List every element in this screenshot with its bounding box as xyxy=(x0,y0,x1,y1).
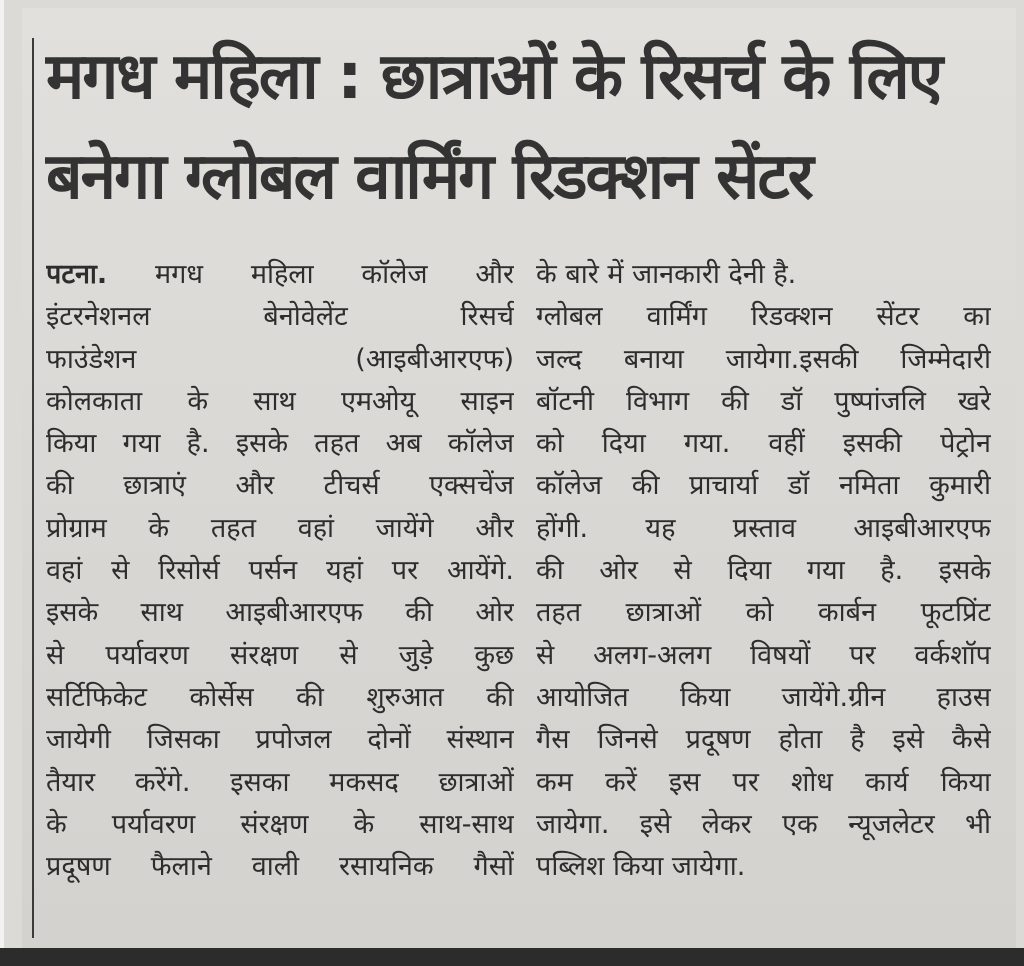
article-right-column xyxy=(536,254,991,888)
article-line: होंगी. यह प्रस्ताव आइबीआरएफ xyxy=(536,512,991,544)
article-line: से अलग-अलग विषयों पर वर्कशॉप xyxy=(536,639,991,671)
article-line: बॉटनी विभाग की डॉ पुष्पांजलि खरे xyxy=(536,385,991,417)
article-line: पब्लिश किया जायेगा. xyxy=(536,851,746,883)
article-line: किया गया है. इसके तहत अब कॉलेज xyxy=(46,428,514,460)
article-line: कॉलेज की प्राचार्या डॉ नमिता कुमारी xyxy=(536,470,991,502)
photo-bottom-edge xyxy=(0,948,1024,966)
article-line: के पर्यावरण संरक्षण के साथ-साथ xyxy=(46,808,514,840)
headline-line-2: बनेगा ग्लोबल वार्मिंग रिडक्शन सेंटर xyxy=(46,140,812,214)
article-line: गैस जिनसे प्रदूषण होता है इसे कैसे xyxy=(536,724,991,756)
photo-left-edge xyxy=(0,0,4,966)
article-line: जायेगा. इसे लेकर एक न्यूजलेटर भी xyxy=(536,808,991,840)
article-line: तहत छात्राओं को कार्बन फूटप्रिंट xyxy=(536,597,991,629)
article-line: सर्टिफिकेट कोर्सेस की शुरुआत की xyxy=(46,681,514,713)
article-line: प्रोग्राम के तहत वहां जायेंगे और xyxy=(46,512,514,544)
article-line: ग्लोबल वार्मिंग रिडक्शन सेंटर का xyxy=(536,301,991,333)
article-line: की छात्राएं और टीचर्स एक्सचेंज xyxy=(46,470,514,502)
article-line: तैयार करेंगे. इसका मकसद छात्राओं xyxy=(46,766,514,798)
article-line: जायेगी जिसका प्रपोजल दोनों संस्थान xyxy=(46,724,514,756)
article-line: के बारे में जानकारी देनी है. xyxy=(536,259,797,290)
dateline: पटना. xyxy=(46,259,108,290)
article-line: कम करें इस पर शोध कार्य किया xyxy=(536,766,991,798)
article-line: से पर्यावरण संरक्षण से जुड़े कुछ xyxy=(46,639,514,671)
article-line: को दिया गया. वहीं इसकी पेट्रोन xyxy=(536,428,991,460)
article-line xyxy=(46,254,514,296)
article-line: जल्द बनाया जायेगा.इसकी जिम्मेदारी xyxy=(536,343,991,375)
article-line: कोलकाता के साथ एमओयू साइन xyxy=(46,385,514,417)
article-line: वहां से रिसोर्स पर्सन यहां पर आयेंगे. xyxy=(46,555,514,587)
article-line: फाउंडेशन (आइबीआरएफ) xyxy=(46,343,514,375)
article-line: इंटरनेशनल बेनोवेलेंट रिसर्च xyxy=(46,301,514,333)
newspaper-clipping xyxy=(22,8,1016,948)
article-line: की ओर से दिया गया है. इसके xyxy=(536,555,991,587)
article-line: प्रदूषण फैलाने वाली रसायनिक गैसों xyxy=(46,851,514,883)
article-line: आयोजित किया जायेंगे.ग्रीन हाउस xyxy=(536,681,991,713)
article-line-text: मगध महिला कॉलेज और xyxy=(155,259,514,290)
article-line: इसके साथ आइबीआरएफ की ओर xyxy=(46,597,514,629)
article-left-column xyxy=(46,254,514,888)
headline-line-1: मगध महिला : छात्राओं के रिसर्च के लिए xyxy=(46,40,942,114)
column-rule xyxy=(32,38,34,938)
